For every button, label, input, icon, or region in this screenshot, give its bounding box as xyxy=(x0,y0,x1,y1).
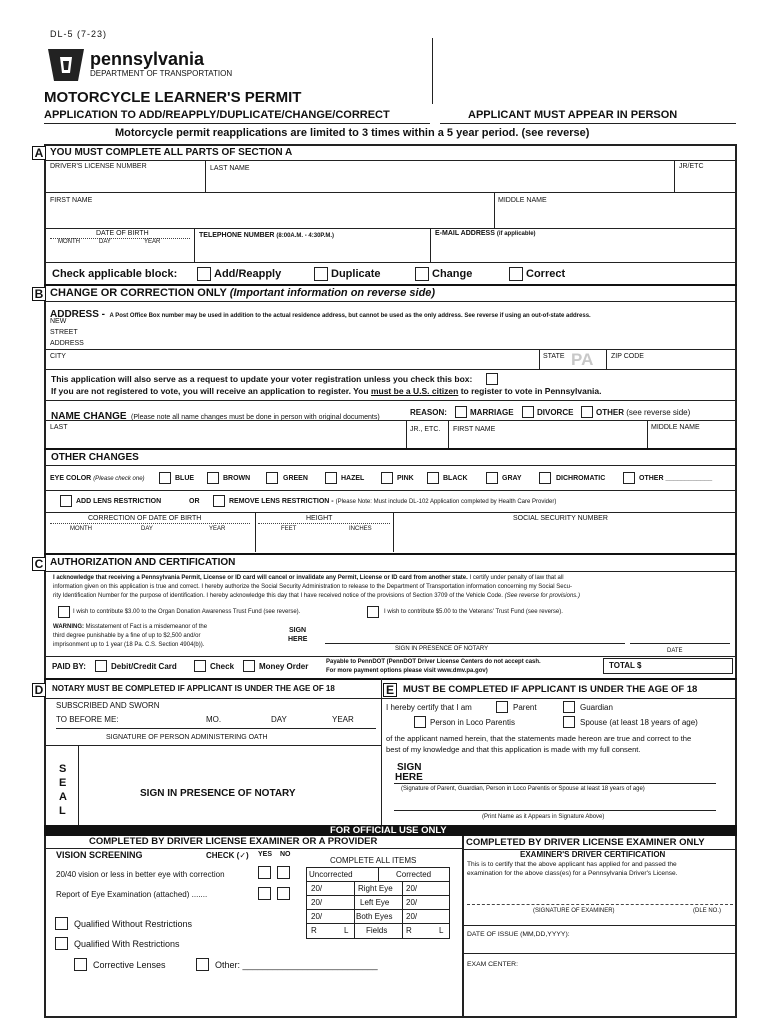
date-issue-label: DATE OF ISSUE (MM,DD,YYYY): xyxy=(467,931,570,938)
other-restriction-label: Other: ___________________________ xyxy=(215,960,378,970)
eye-blue-label: BLUE xyxy=(175,475,195,482)
voter-line-2: If you are not registered to vote, you will receive an application to register. You must be a U.S. citizen to register to vote in Pennsylvania. xyxy=(51,386,602,396)
name-middle-label: MIDDLE NAME xyxy=(651,424,700,431)
official-left-rule xyxy=(44,848,462,849)
b-rule-4 xyxy=(44,400,737,401)
name-jr-label: JR., ETC. xyxy=(410,426,441,433)
veterans-fund-label: I wish to contribute $5.00 to the Veterans' Trust Fund (see reverse). xyxy=(384,609,563,615)
eye-report-no[interactable] xyxy=(277,887,290,900)
corr-day-label: DAY xyxy=(141,526,153,532)
c-top-rule xyxy=(44,553,737,555)
dle-caption: (DLE NO.) xyxy=(693,908,722,914)
corr-dob-rule xyxy=(50,523,250,524)
corr-month-label: MONTH xyxy=(70,526,92,532)
items-col-top xyxy=(378,867,379,881)
b-top-rule xyxy=(44,284,737,286)
pay-money-order-label: Money Order xyxy=(259,662,309,671)
right-unc: 20/ xyxy=(311,884,323,893)
b-rule-1 xyxy=(44,301,737,302)
other-restriction-checkbox[interactable] xyxy=(196,958,209,971)
sign-here-e-2: HERE xyxy=(395,772,423,783)
qual-with-label: Qualified With Restrictions xyxy=(74,939,180,949)
guardian-label: Guardian xyxy=(580,703,613,712)
payable-line-2: For more payment options please visit www.dmv.pa.gov) xyxy=(326,668,488,674)
jr-field[interactable] xyxy=(679,175,734,189)
b-rule-9 xyxy=(44,512,737,513)
veterans-fund-checkbox[interactable] xyxy=(367,606,379,618)
print-name-caption: (Print Name as it Appears in Signature Above) xyxy=(482,814,605,820)
parent-sign-line xyxy=(394,783,716,784)
header-divider xyxy=(432,38,433,104)
marriage-label: MARRIAGE xyxy=(470,408,514,417)
b-div-jr xyxy=(406,420,407,448)
d-rule-2 xyxy=(44,745,381,746)
eye-dichromatic-label: DICHROMATIC xyxy=(556,475,606,482)
items-row-1 xyxy=(306,881,450,882)
eye-hazel-label: HAZEL xyxy=(341,475,365,482)
c-rule-2 xyxy=(44,656,737,657)
other-reason-checkbox[interactable] xyxy=(581,406,593,418)
left-unc: 20/ xyxy=(311,898,323,907)
last-name-label: LAST NAME xyxy=(210,165,250,172)
add-lens-checkbox[interactable] xyxy=(60,495,72,507)
other-changes-title: OTHER CHANGES xyxy=(51,452,139,463)
sign-here-e-1: SIGN xyxy=(397,762,422,773)
b-div-first xyxy=(448,420,449,448)
items-row-4 xyxy=(306,923,450,924)
left-eye-label: Left Eye xyxy=(360,898,390,907)
organ-donation-label: I wish to contribute $3.00 to the Organ Donation Awareness Trust Fund (see reverse). xyxy=(73,609,301,615)
limit-note: Motorcycle permit reapplications are limited to 3 times within a 5 year period. (see reverse) xyxy=(115,127,590,139)
de-top-rule xyxy=(44,678,737,680)
items-row-2 xyxy=(306,895,450,896)
spouse-checkbox[interactable] xyxy=(563,716,575,728)
check-label: CHECK (✓) xyxy=(206,851,249,860)
section-a-title: YOU MUST COMPLETE ALL PARTS OF SECTION A xyxy=(50,147,293,158)
corr-year-label: YEAR xyxy=(209,526,226,532)
correction-dob-label: CORRECTION OF DATE OF BIRTH xyxy=(88,515,202,522)
de-divider xyxy=(381,678,382,826)
first-name-label: FIRST NAME xyxy=(50,197,93,204)
fields-l-1: L xyxy=(344,926,349,935)
examiner-sign-caption: (SIGNATURE OF EXAMINER) xyxy=(533,908,615,914)
items-title: COMPLETE ALL ITEMS xyxy=(330,856,417,865)
a-rule-2 xyxy=(44,192,737,193)
applicant-date-line xyxy=(630,643,730,644)
parent-label: Parent xyxy=(513,703,537,712)
statement-line-2: best of my knowledge and that this application is made with my full consent. xyxy=(386,745,641,754)
eye-brown-label: BROWN xyxy=(223,475,251,482)
dl-number-field[interactable] xyxy=(50,175,200,189)
logo-name: pennsylvania xyxy=(90,49,205,69)
b-div-height xyxy=(255,512,256,552)
email-label: E-MAIL ADDRESS (if applicable) xyxy=(435,230,536,237)
items-row-3 xyxy=(306,909,450,910)
a-div-2 xyxy=(674,160,675,192)
voter-optout-checkbox[interactable] xyxy=(486,373,498,385)
right-cor: 20/ xyxy=(406,884,418,893)
b-rule-2 xyxy=(44,349,737,350)
a-div-1 xyxy=(205,160,206,192)
guardian-checkbox[interactable] xyxy=(563,701,575,713)
vision-items-table xyxy=(306,855,450,939)
remove-lens-checkbox[interactable] xyxy=(213,495,225,507)
pay-card-checkbox[interactable] xyxy=(95,660,107,672)
correct-label: Correct xyxy=(526,268,566,280)
parent-sign-caption: (Signature of Parent, Guardian, Person in Loco Parentis or Spouse at least 18 years of age) xyxy=(401,786,645,792)
section-b-marker: B xyxy=(32,287,46,301)
seal-a: A xyxy=(59,791,67,803)
pay-money-order-checkbox[interactable] xyxy=(243,660,255,672)
section-e-title: MUST BE COMPLETED IF APPLICANT IS UNDER THE AGE OF 18 xyxy=(403,684,698,695)
a-rule-3 xyxy=(44,228,737,229)
height-rule xyxy=(258,523,390,524)
pay-card-label: Debit/Credit Card xyxy=(111,662,177,671)
reason-label: REASON: xyxy=(410,408,447,417)
state-value: PA xyxy=(571,350,594,369)
b-rule-7 xyxy=(44,465,737,466)
other-reason-label: OTHER (see reverse side) xyxy=(596,408,691,417)
name-first-label: FIRST NAME xyxy=(453,426,496,433)
sign-here-c-2: HERE xyxy=(288,636,308,643)
eye-dichromatic-checkbox[interactable] xyxy=(539,472,551,484)
applicant-sign-line xyxy=(325,643,625,644)
seal-e: E xyxy=(59,777,67,789)
seal-s: S xyxy=(59,763,67,775)
middle-name-field[interactable] xyxy=(498,210,733,224)
uncorrected-label: Uncorrected xyxy=(309,870,353,879)
corrective-lens-label: Corrective Lenses xyxy=(93,960,166,970)
pay-check-checkbox[interactable] xyxy=(194,660,206,672)
state-label: STATE xyxy=(543,353,565,360)
both-eyes-label: Both Eyes xyxy=(356,912,393,921)
check-block-label: Check applicable block: xyxy=(52,268,178,280)
height-label: HEIGHT xyxy=(306,515,333,522)
notary-mo-label: MO. xyxy=(206,715,222,724)
appear-rule xyxy=(440,123,736,124)
b-div-state xyxy=(539,349,540,369)
exam-cert-title: EXAMINER'S DRIVER CERTIFICATION xyxy=(520,850,666,859)
b-rule-6 xyxy=(44,448,737,450)
new-label: NEW xyxy=(50,318,67,325)
name-change-label: NAME CHANGE (Please note all name changes must be done in person with original documents) xyxy=(51,411,380,422)
qual-with-checkbox[interactable] xyxy=(55,937,68,950)
duplicate-checkbox[interactable] xyxy=(314,267,328,281)
seal-area xyxy=(50,748,78,824)
b-rule-5 xyxy=(44,420,737,421)
eye-color-label: EYE COLOR (Please check one) xyxy=(50,475,145,482)
last-name-field[interactable] xyxy=(210,175,670,189)
certify-label: I hereby certify that I am xyxy=(386,703,472,712)
b-div-ssn xyxy=(393,512,394,552)
address-label: ADDRESS - A Post Office Box number may be used in addition to the actual residence address, but cannot be used as the only address. See reverse if using an out-of-state address. xyxy=(50,309,591,320)
a-div-3 xyxy=(494,192,495,228)
dob-month-label: MONTH xyxy=(58,239,80,245)
fields-label: Fields xyxy=(366,926,388,935)
voter-line-1: This application will also serve as a request to update your voter registration unless you check this box: xyxy=(51,374,473,384)
first-name-field[interactable] xyxy=(50,210,490,224)
section-d-marker: D xyxy=(32,683,46,697)
marriage-checkbox[interactable] xyxy=(455,406,467,418)
logo-dept: DEPARTMENT OF TRANSPORTATION xyxy=(90,69,233,78)
exam-center-label: EXAM CENTER: xyxy=(467,961,518,968)
city-label: CITY xyxy=(50,353,66,360)
sign-here-c-1: SIGN xyxy=(289,627,307,634)
eye-black-label: BLACK xyxy=(443,475,468,482)
fields-l-2: L xyxy=(439,926,444,935)
vision-2040-yes[interactable] xyxy=(258,866,271,879)
correct-checkbox[interactable] xyxy=(509,267,523,281)
b-div-middle xyxy=(647,420,648,448)
pay-check-label: Check xyxy=(210,662,235,671)
official-right-title: COMPLETED BY DRIVER LICENSE EXAMINER ONLY xyxy=(466,837,705,848)
paid-by-label: PAID BY: xyxy=(52,662,86,671)
divorce-checkbox[interactable] xyxy=(522,406,534,418)
street-address-field[interactable] xyxy=(95,322,731,346)
payable-line-1: Payable to PennDOT (PennDOT Driver License Centers do not accept cash. xyxy=(326,659,541,665)
date-issue-field[interactable] xyxy=(582,929,732,941)
print-name-line xyxy=(394,810,716,811)
warning-text: WARNING: Misstatement of Fact is a misdemeanor of the third degree punishable by a fine of up to $2,500 and/or imprisonment up to 1 year (18 Pa. C.S. Section 4904(b)). xyxy=(53,624,208,648)
add-reapply-label: Add/Reapply xyxy=(214,268,282,280)
seal-l: L xyxy=(59,805,66,817)
yes-label: YES xyxy=(258,851,273,858)
exam-rule-2 xyxy=(463,953,737,954)
subtitle-rule xyxy=(44,123,430,124)
dob-day-label: DAY xyxy=(99,239,111,245)
items-col-1 xyxy=(354,881,355,939)
certification-text: I acknowledge that receiving a Pennsylvania Permit, License or ID card will cancel or invalidate any Permit, License or ID card from another state. I certify under penalty of law that all information given on this application is true and correct. I hereby authorize the Social Security Administration to release to the Department of Transportation information concerning my Social Secu- rity Identification Number for the purpose of identification. I hereby acknowledge this day that I have received notice of the provisions of Section 3709 of the Vehicle Code. (See reverse for provisions.) xyxy=(53,575,580,599)
c-rule-1 xyxy=(44,571,737,572)
eye-pink-checkbox[interactable] xyxy=(381,472,393,484)
vision-screening-label: VISION SCREENING xyxy=(56,850,143,860)
corrective-lens-checkbox[interactable] xyxy=(74,958,87,971)
section-b-title: CHANGE OR CORRECTION ONLY (Important information on reverse side) xyxy=(50,287,436,299)
eye-pink-label: PINK xyxy=(397,475,414,482)
form-subtitle: APPLICATION TO ADD/REAPPLY/DUPLICATE/CHANGE/CORRECT xyxy=(44,109,390,121)
qual-without-checkbox[interactable] xyxy=(55,917,68,930)
vision-2040-no[interactable] xyxy=(277,866,290,879)
street-label: STREET xyxy=(50,329,78,336)
section-e-marker: E xyxy=(383,683,397,697)
applicant-sign-caption: SIGN IN PRESENCE OF NOTARY xyxy=(395,646,489,652)
vision-2040-label: 20/40 vision or less in better eye with correction xyxy=(56,870,225,879)
eye-green-label: GREEN xyxy=(283,475,308,482)
email-field[interactable] xyxy=(435,245,733,259)
examiner-sign-line xyxy=(467,904,733,905)
a-div-5 xyxy=(430,228,431,262)
loco-parentis-label: Person in Loco Parentis xyxy=(430,718,515,727)
dob-label: DATE OF BIRTH xyxy=(96,230,149,237)
jr-label: JR/ETC xyxy=(679,163,704,170)
section-d-title: NOTARY MUST BE COMPLETED IF APPLICANT IS UNDER THE AGE OF 18 xyxy=(52,684,335,693)
form-title: MOTORCYCLE LEARNER'S PERMIT xyxy=(44,89,302,106)
section-c-title: AUTHORIZATION AND CERTIFICATION xyxy=(50,557,236,568)
b-rule-8 xyxy=(44,490,737,491)
address-lbl: ADDRESS xyxy=(50,340,84,347)
b-div-zip xyxy=(606,349,607,369)
fields-r-1: R xyxy=(311,926,317,935)
no-label: NO xyxy=(280,851,291,858)
add-lens-label: ADD LENS RESTRICTION xyxy=(76,498,162,505)
exam-rule-1 xyxy=(463,925,737,926)
official-divider xyxy=(462,836,464,1018)
organ-donation-checkbox[interactable] xyxy=(58,606,70,618)
exam-center-field[interactable] xyxy=(530,959,730,971)
loco-parentis-checkbox[interactable] xyxy=(414,716,426,728)
dob-year-label: YEAR xyxy=(144,239,161,245)
section-a-marker: A xyxy=(32,146,46,160)
eye-other-label: OTHER ____________ xyxy=(639,475,713,482)
eye-report-yes[interactable] xyxy=(258,887,271,900)
change-checkbox[interactable] xyxy=(415,267,429,281)
sig-admin-caption: SIGNATURE OF PERSON ADMINISTERING OATH xyxy=(106,734,268,741)
inches-label: INCHES xyxy=(349,526,372,532)
both-cor: 20/ xyxy=(406,912,418,921)
applicant-date-caption: DATE xyxy=(667,648,683,654)
qual-without-label: Qualified Without Restrictions xyxy=(74,919,193,929)
parent-checkbox[interactable] xyxy=(496,701,508,713)
phone-label: TELEPHONE NUMBER (8:00A.M. - 4:30P.M.) xyxy=(199,232,334,239)
zip-label: ZIP CODE xyxy=(611,353,644,360)
spouse-label: Spouse (at least 18 years of age) xyxy=(580,718,698,727)
corrected-label: Corrected xyxy=(396,870,432,879)
form-code: DL-5 (7-23) xyxy=(50,29,108,39)
section-c-marker: C xyxy=(32,557,46,571)
eye-blue-checkbox[interactable] xyxy=(159,472,171,484)
both-unc: 20/ xyxy=(311,912,323,921)
a-rule-4 xyxy=(44,262,737,263)
change-label: Change xyxy=(432,268,473,280)
eye-other-checkbox[interactable] xyxy=(623,472,635,484)
before-me-label: TO BEFORE ME: xyxy=(56,715,119,724)
eye-gray-label: GRAY xyxy=(502,475,522,482)
official-header: FOR OFFICIAL USE ONLY xyxy=(330,825,447,836)
eye-hazel-checkbox[interactable] xyxy=(325,472,337,484)
statement-line-1: of the applicant named herein, that the statements made hereon are true and correct to the xyxy=(386,734,692,743)
official-left-title: COMPLETED BY DRIVER LICENSE EXAMINER OR A PROVIDER xyxy=(89,836,378,847)
notary-sign-presence: SIGN IN PRESENCE OF NOTARY xyxy=(140,788,296,799)
b-rule-3 xyxy=(44,369,737,370)
a-rule-1 xyxy=(44,160,737,161)
eye-green-checkbox[interactable] xyxy=(266,472,278,484)
keystone-logo-icon xyxy=(48,49,84,81)
ssn-label: SOCIAL SECURITY NUMBER xyxy=(513,515,608,522)
de-rule-1 xyxy=(44,698,737,699)
dl-number-label: DRIVER'S LICENSE NUMBER xyxy=(50,163,147,170)
subscribed-label: SUBSCRIBED AND SWORN xyxy=(56,701,160,710)
exam-cert-line-1: This is to certify that the above applicant has applied for and passed the xyxy=(467,861,677,868)
eye-brown-checkbox[interactable] xyxy=(207,472,219,484)
middle-name-label: MIDDLE NAME xyxy=(498,197,547,204)
eye-gray-checkbox[interactable] xyxy=(486,472,498,484)
notary-date-line xyxy=(56,728,376,729)
add-reapply-checkbox[interactable] xyxy=(197,267,211,281)
appear-in-person: APPLICANT MUST APPEAR IN PERSON xyxy=(468,109,678,121)
feet-label: FEET xyxy=(281,526,297,532)
eye-black-checkbox[interactable] xyxy=(427,472,439,484)
seal-divider xyxy=(78,745,79,826)
right-eye-label: Right Eye xyxy=(358,884,393,893)
phone-field[interactable] xyxy=(199,245,424,259)
eye-report-label: Report of Eye Examination (attached) ....... xyxy=(56,890,208,899)
a-div-4 xyxy=(194,228,195,262)
divorce-label: DIVORCE xyxy=(537,408,574,417)
remove-lens-label: REMOVE LENS RESTRICTION - (Please Note: Must include DL-102 Application completed by Health Care Provider) xyxy=(229,498,557,505)
items-col-2 xyxy=(402,881,403,939)
fields-r-2: R xyxy=(406,926,412,935)
duplicate-label: Duplicate xyxy=(331,268,381,280)
lens-or-label: OR xyxy=(189,498,200,505)
notary-year-label: YEAR xyxy=(332,715,354,724)
notary-day-label: DAY xyxy=(271,715,287,724)
left-cor: 20/ xyxy=(406,898,418,907)
name-last-label: LAST xyxy=(50,424,68,431)
exam-cert-line-2: examination for the above class(es) for a Pennsylvania Driver's License. xyxy=(467,870,678,877)
total-label: TOTAL $ xyxy=(609,661,642,670)
